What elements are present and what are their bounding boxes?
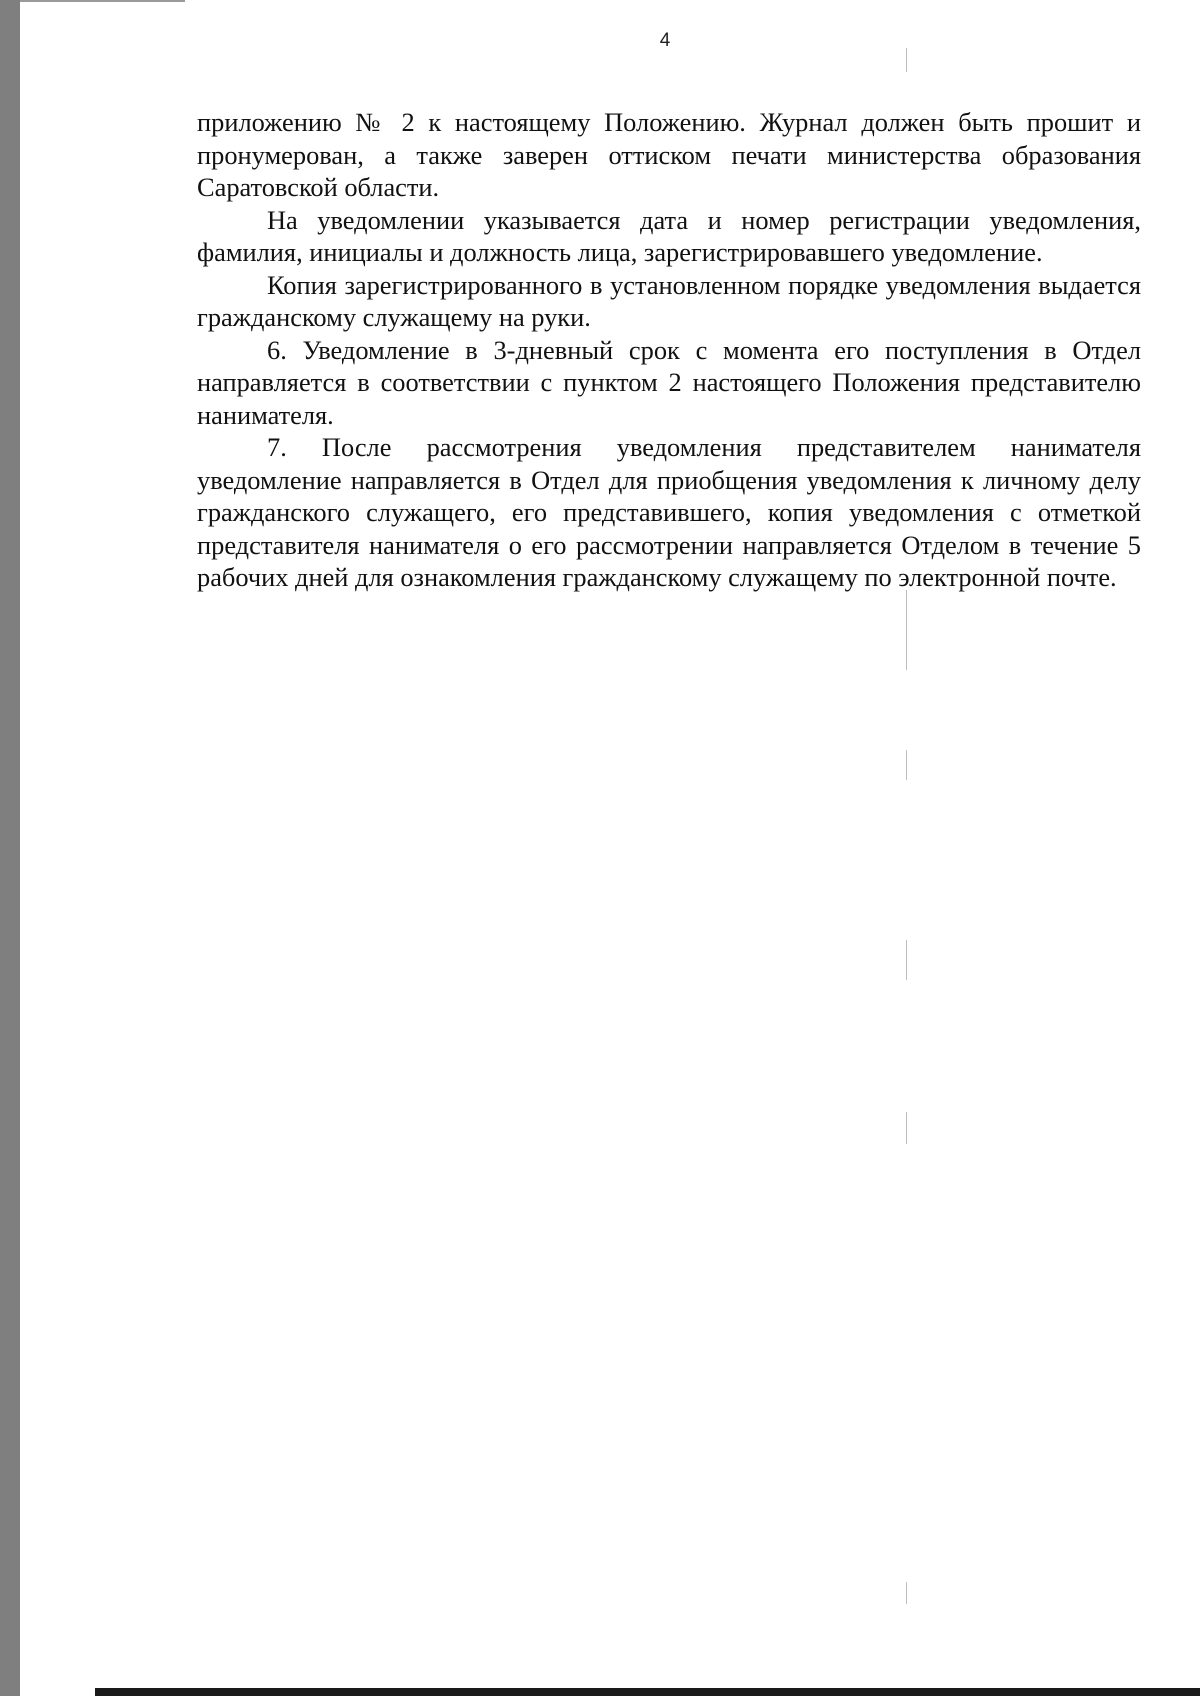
scan-left-border — [0, 0, 20, 1696]
paragraph-item-7: 7. После рассмотрения уведомления представителем нанимателя уведомление направляется в Отдел для приобщения уведомления к личному делу гражданского служащего, его представившего, копия уведомления с отметкой представителя нанимателя о его рассмотрении направляется Отделом в течение 5 рабочих дней для ознакомления гражданскому служащему по электронной почте. — [197, 432, 1141, 592]
scan-top-border — [20, 0, 185, 2]
paragraph-registration-details: На уведомлении указывается дата и номер регистрации уведомления, фамилия, инициалы и должность лица, зарегистрировавшего уведомление. — [197, 204, 1141, 267]
paragraph-journal-continuation: приложению № 2 к настоящему Положению. Журнал должен быть прошит и пронумерован, а также заверен оттиском печати министерства образования Саратовской области. — [197, 107, 1141, 202]
scan-fold-mark — [906, 750, 907, 780]
paragraph-copy-issued: Копия зарегистрированного в установленном порядке уведомления выдается гражданскому служащему на руки. — [197, 269, 1141, 332]
scan-fold-mark — [906, 1112, 907, 1144]
scan-bottom-border — [95, 1688, 1200, 1696]
document-body — [197, 106, 1141, 594]
scan-fold-mark — [906, 48, 907, 72]
paragraph-item-6: 6. Уведомление в 3-дневный срок с момента его поступления в Отдел направляется в соответствии с пунктом 2 настоящего Положения представителю нанимателя. — [197, 334, 1141, 430]
scan-fold-mark — [906, 940, 907, 980]
scan-fold-mark — [906, 1582, 907, 1604]
page-number: 4 — [659, 30, 671, 51]
scan-fold-mark — [906, 590, 907, 670]
